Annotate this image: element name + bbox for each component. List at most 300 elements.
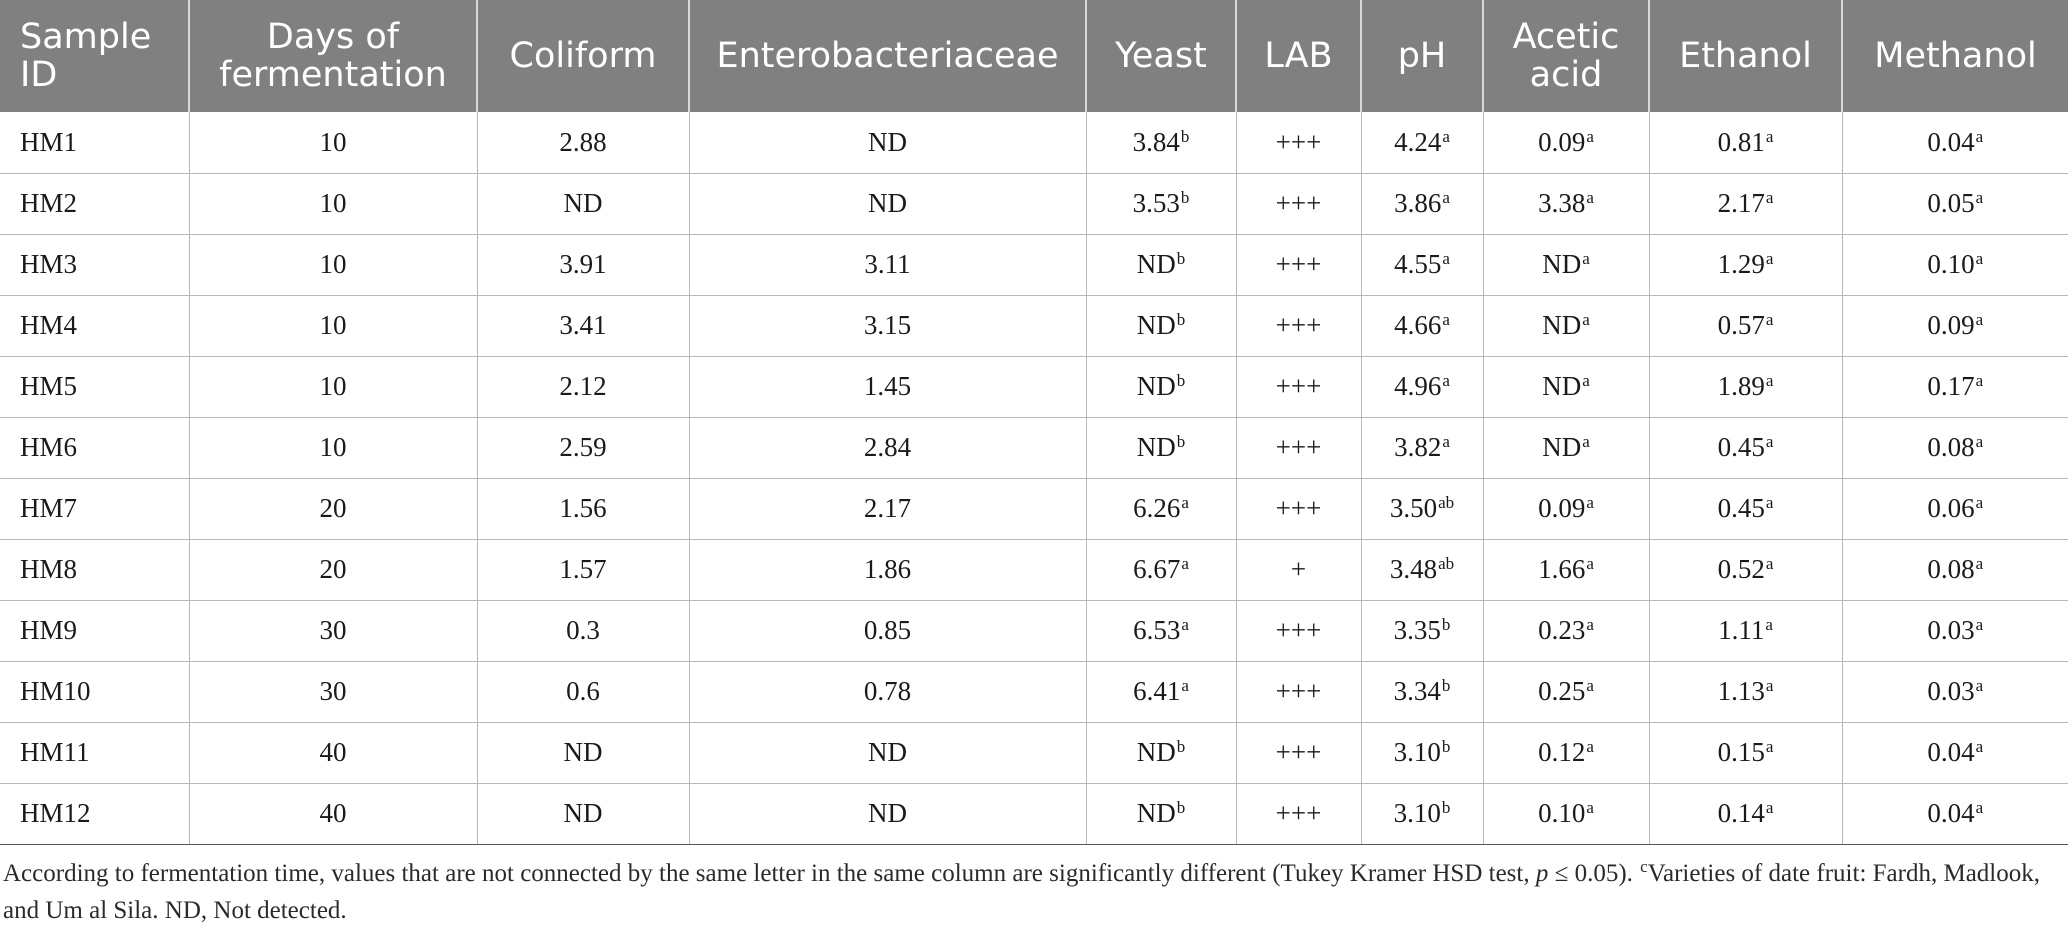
significance-letter: a	[1765, 126, 1774, 146]
cell-value: HM6	[20, 432, 78, 462]
table-cell	[1236, 112, 1361, 173]
cell-value: +++	[1275, 737, 1322, 767]
cell-value: 0.81	[1717, 126, 1765, 157]
cell-value: 3.84	[1132, 126, 1180, 157]
significance-letter: b	[1180, 126, 1190, 146]
significance-letter: a	[1765, 615, 1773, 634]
column-header: Coliform	[477, 0, 689, 112]
table-cell	[1483, 234, 1649, 295]
significance-letter: a	[1582, 432, 1590, 451]
table-cell	[477, 417, 689, 478]
table-cell	[0, 661, 189, 722]
table-cell	[689, 478, 1086, 539]
table-cell	[189, 722, 477, 783]
table-cell	[1361, 356, 1483, 417]
cell-value: +++	[1275, 188, 1322, 218]
table-cell	[1483, 356, 1649, 417]
cell-value: ND	[1542, 371, 1582, 401]
table-cell	[1086, 600, 1236, 661]
cell-value: HM10	[20, 676, 91, 706]
table-cell	[1236, 356, 1361, 417]
significance-letter: a	[1975, 676, 1984, 695]
cell-value: 0.04	[1927, 126, 1975, 157]
cell-value: HM2	[20, 188, 78, 218]
cell-value: HM7	[20, 493, 78, 523]
cell-value: 4.66	[1394, 310, 1442, 340]
table-row	[0, 600, 2068, 661]
table-cell	[0, 478, 189, 539]
cell-value: 3.50	[1389, 493, 1438, 523]
significance-letter: a	[1586, 188, 1594, 207]
table-cell	[1842, 600, 2068, 661]
cell-value: 0.08	[1927, 432, 1975, 462]
cell-value: 2.12	[559, 371, 607, 401]
table-cell	[0, 112, 189, 173]
cell-value: 1.86	[863, 554, 912, 584]
table-cell	[1236, 661, 1361, 722]
cell-value: 1.89	[1717, 371, 1765, 401]
footnote-text: According to fermentation time, values that are not connected by the same letter in the same column are significantly different (Tukey Kramer HSD test,	[3, 860, 1536, 887]
cell-value: 0.03	[1927, 676, 1975, 706]
table-cell	[1236, 722, 1361, 783]
cell-value: 10	[319, 432, 347, 462]
cell-value: 40	[319, 737, 347, 767]
table-cell	[689, 783, 1086, 844]
column-header: LAB	[1236, 0, 1361, 112]
significance-letter: a	[1586, 493, 1594, 512]
table-cell	[1236, 417, 1361, 478]
table-cell	[1361, 234, 1483, 295]
cell-value: 1.56	[559, 493, 607, 523]
table-cell	[1086, 417, 1236, 478]
table-cell	[1361, 539, 1483, 600]
significance-letter: b	[1441, 798, 1451, 817]
table-cell	[0, 356, 189, 417]
significance-letter: b	[1441, 615, 1451, 634]
cell-value: 3.34	[1393, 676, 1441, 706]
significance-letter: a	[1586, 676, 1594, 695]
cell-value: ND	[868, 126, 907, 157]
table-cell	[1086, 173, 1236, 234]
table-cell	[1649, 722, 1842, 783]
significance-letter: a	[1975, 249, 1984, 268]
significance-letter: a	[1765, 188, 1774, 207]
cell-value: ND	[1136, 371, 1176, 401]
cell-value: 0.45	[1717, 432, 1765, 462]
footnote-p-symbol: p	[1535, 860, 1549, 887]
significance-letter: b	[1441, 676, 1451, 695]
table-cell	[477, 722, 689, 783]
table-cell	[0, 783, 189, 844]
table-cell	[477, 783, 689, 844]
table-cell	[1361, 478, 1483, 539]
table-row	[0, 478, 2068, 539]
table-cell	[1236, 173, 1361, 234]
table-cell	[1842, 295, 2068, 356]
table-row	[0, 539, 2068, 600]
cell-value: 4.96	[1394, 371, 1442, 401]
cell-value: 0.10	[1927, 249, 1975, 279]
table-cell	[189, 173, 477, 234]
significance-letter: b	[1176, 310, 1186, 329]
cell-value: 3.10	[1393, 737, 1441, 767]
table-cell	[1483, 600, 1649, 661]
table-cell	[189, 600, 477, 661]
table-cell	[189, 112, 477, 173]
significance-letter: a	[1586, 126, 1594, 146]
cell-value: 0.09	[1538, 493, 1586, 523]
cell-value: 1.66	[1538, 554, 1586, 584]
table-cell	[689, 234, 1086, 295]
table-row	[0, 234, 2068, 295]
table-row	[0, 173, 2068, 234]
table-cell	[1842, 173, 2068, 234]
cell-value: HM8	[20, 554, 78, 584]
cell-value: 0.57	[1717, 310, 1765, 340]
table-cell	[477, 234, 689, 295]
table-cell	[0, 173, 189, 234]
table-cell	[689, 112, 1086, 173]
table-cell	[1483, 478, 1649, 539]
table-cell	[689, 173, 1086, 234]
cell-value: ND	[563, 798, 603, 828]
cell-value: 2.88	[559, 126, 607, 157]
cell-value: 1.57	[559, 554, 607, 584]
significance-letter: b	[1180, 188, 1190, 207]
cell-value: 0.3	[566, 615, 600, 645]
table-cell	[1649, 539, 1842, 600]
cell-value: 0.09	[1927, 310, 1975, 340]
cell-value: 40	[319, 798, 347, 828]
table-cell	[1086, 722, 1236, 783]
significance-letter: a	[1975, 371, 1984, 390]
table-cell	[1361, 173, 1483, 234]
significance-letter: a	[1442, 188, 1450, 207]
cell-value: 3.48	[1389, 554, 1438, 584]
footnote-superscript: c	[1640, 857, 1648, 876]
significance-letter: a	[1765, 676, 1774, 695]
significance-letter: a	[1442, 126, 1450, 146]
cell-value: 0.23	[1538, 615, 1586, 645]
significance-letter: a	[1181, 493, 1189, 512]
significance-letter: a	[1765, 249, 1774, 268]
cell-value: 3.10	[1393, 798, 1441, 828]
cell-value: 3.91	[559, 249, 607, 279]
cell-value: 0.15	[1717, 737, 1765, 767]
significance-letter: a	[1975, 615, 1984, 634]
cell-value: ND	[563, 737, 603, 767]
cell-value: 3.82	[1394, 432, 1442, 462]
significance-letter: a	[1586, 615, 1594, 634]
significance-letter: a	[1975, 188, 1984, 207]
table-cell	[1842, 722, 2068, 783]
table-cell	[1842, 234, 2068, 295]
header-row	[0, 0, 2068, 112]
column-header: Ethanol	[1649, 0, 1842, 112]
cell-value: 10	[319, 188, 347, 218]
table-row	[0, 356, 2068, 417]
cell-value: 2.59	[559, 432, 607, 462]
cell-value: 10	[319, 249, 347, 279]
table-cell	[1842, 356, 2068, 417]
table-cell	[1649, 112, 1842, 173]
cell-value: 2.17	[863, 493, 912, 523]
table-cell	[689, 356, 1086, 417]
cell-value: +++	[1275, 798, 1322, 828]
significance-letter: a	[1181, 676, 1189, 695]
table-cell	[1842, 417, 2068, 478]
significance-letter: ab	[1438, 493, 1455, 512]
table-cell	[1236, 234, 1361, 295]
table-cell	[477, 539, 689, 600]
cell-value: 0.03	[1927, 615, 1975, 645]
cell-value: 1.11	[1718, 615, 1765, 645]
table-cell	[1842, 661, 2068, 722]
cell-value: +	[1290, 554, 1307, 584]
cell-value: +++	[1275, 249, 1322, 279]
cell-value: HM1	[20, 126, 78, 157]
table-cell	[189, 295, 477, 356]
significance-letter: a	[1975, 554, 1984, 573]
cell-value: +++	[1275, 676, 1322, 706]
table-cell	[477, 295, 689, 356]
table-cell	[1361, 783, 1483, 844]
table-cell	[1086, 234, 1236, 295]
table-footnote	[3, 855, 2063, 929]
table-cell	[1483, 173, 1649, 234]
table-cell	[1086, 539, 1236, 600]
footnote-text: ≤ 0.05).	[1548, 860, 1640, 887]
table-row	[0, 295, 2068, 356]
cell-value: +++	[1275, 126, 1322, 157]
significance-letter: a	[1765, 432, 1774, 451]
significance-letter: a	[1765, 310, 1774, 329]
significance-letter: a	[1582, 310, 1590, 329]
cell-value: 0.45	[1717, 493, 1765, 523]
cell-value: 10	[319, 371, 347, 401]
table-cell	[189, 417, 477, 478]
significance-letter: a	[1975, 737, 1984, 756]
table-cell	[1483, 722, 1649, 783]
significance-letter: a	[1181, 554, 1189, 573]
significance-letter: a	[1442, 371, 1450, 390]
table-cell	[1483, 295, 1649, 356]
table-cell	[189, 539, 477, 600]
cell-value: 1.45	[863, 371, 912, 401]
table-cell	[477, 600, 689, 661]
table-cell	[0, 295, 189, 356]
table-row	[0, 417, 2068, 478]
significance-letter: a	[1765, 493, 1774, 512]
cell-value: 6.26	[1133, 493, 1181, 523]
cell-value: HM9	[20, 615, 78, 645]
cell-value: ND	[1542, 249, 1582, 279]
cell-value: 4.55	[1394, 249, 1442, 279]
table-cell	[1236, 295, 1361, 356]
significance-letter: b	[1176, 371, 1186, 390]
table-cell	[1086, 661, 1236, 722]
cell-value: +++	[1275, 310, 1322, 340]
cell-value: 0.52	[1717, 554, 1765, 584]
cell-value: ND	[1136, 432, 1176, 462]
table-cell	[1483, 661, 1649, 722]
table-cell	[0, 417, 189, 478]
table-row	[0, 661, 2068, 722]
table-cell	[1361, 661, 1483, 722]
cell-value: 3.35	[1393, 615, 1441, 645]
table-row	[0, 783, 2068, 844]
cell-value: 3.38	[1538, 188, 1586, 218]
table-cell	[1086, 356, 1236, 417]
column-header: Yeast	[1086, 0, 1236, 112]
cell-value: ND	[1136, 249, 1176, 279]
significance-letter: a	[1586, 554, 1594, 573]
table-cell	[1483, 783, 1649, 844]
table-cell	[1483, 539, 1649, 600]
cell-value: ND	[868, 798, 907, 828]
cell-value: 1.13	[1717, 676, 1765, 706]
cell-value: 0.17	[1927, 371, 1975, 401]
significance-letter: a	[1765, 737, 1774, 756]
significance-letter: a	[1442, 249, 1450, 268]
cell-value: 0.6	[566, 676, 600, 706]
table-cell	[1236, 478, 1361, 539]
table-body	[0, 112, 2068, 844]
cell-value: 0.04	[1927, 737, 1975, 767]
cell-value: 20	[319, 554, 347, 584]
column-header: Acetic acid	[1483, 0, 1649, 112]
cell-value: +++	[1275, 493, 1322, 523]
significance-letter: a	[1586, 798, 1594, 817]
table-cell	[1236, 539, 1361, 600]
table-cell	[1361, 417, 1483, 478]
significance-letter: b	[1441, 737, 1451, 756]
cell-value: 0.85	[863, 615, 912, 645]
table-cell	[477, 356, 689, 417]
table-cell	[1842, 783, 2068, 844]
table-cell	[477, 112, 689, 173]
cell-value: +++	[1275, 371, 1322, 401]
cell-value: 2.84	[863, 432, 912, 462]
significance-letter: b	[1176, 737, 1186, 756]
table-cell	[689, 539, 1086, 600]
cell-value: HM5	[20, 371, 78, 401]
significance-letter: a	[1181, 615, 1189, 634]
cell-value: 3.86	[1394, 188, 1442, 218]
significance-letter: a	[1765, 554, 1774, 573]
significance-letter: b	[1176, 798, 1186, 817]
significance-letter: a	[1975, 432, 1984, 451]
cell-value: HM4	[20, 310, 78, 340]
cell-value: 0.09	[1538, 126, 1586, 157]
table-cell	[189, 783, 477, 844]
table-cell	[1649, 600, 1842, 661]
cell-value: ND	[1542, 310, 1582, 340]
cell-value: 0.25	[1538, 676, 1586, 706]
significance-letter: a	[1975, 126, 1984, 146]
table-cell	[0, 539, 189, 600]
table-cell	[1649, 234, 1842, 295]
significance-letter: a	[1765, 371, 1774, 390]
table-cell	[1649, 661, 1842, 722]
cell-value: HM12	[20, 798, 91, 828]
cell-value: 6.67	[1133, 554, 1181, 584]
table-cell	[189, 356, 477, 417]
cell-value: 0.12	[1538, 737, 1586, 767]
column-header: Enterobacteriaceae	[689, 0, 1086, 112]
column-header: Sample ID	[0, 0, 189, 112]
table-row	[0, 722, 2068, 783]
cell-value: +++	[1275, 615, 1322, 645]
table-cell	[189, 234, 477, 295]
table-cell	[477, 661, 689, 722]
table-cell	[1483, 417, 1649, 478]
cell-value: ND	[868, 737, 907, 767]
footnote-text: Varieties of date fruit: Fardh, Madlook, and Um al Sila. ND, Not detected.	[3, 860, 2040, 924]
column-header: pH	[1361, 0, 1483, 112]
significance-letter: a	[1442, 432, 1450, 451]
table-cell	[1086, 478, 1236, 539]
column-header: Days of fermentation	[189, 0, 477, 112]
cell-value: 3.15	[863, 310, 912, 340]
table-cell	[689, 722, 1086, 783]
significance-letter: b	[1176, 432, 1186, 451]
table-cell	[1086, 112, 1236, 173]
significance-letter: a	[1975, 798, 1984, 817]
cell-value: +++	[1275, 432, 1322, 462]
cell-value: HM11	[20, 737, 90, 767]
cell-value: HM3	[20, 249, 78, 279]
table-cell	[1236, 783, 1361, 844]
significance-letter: ab	[1438, 554, 1455, 573]
cell-value: 30	[319, 615, 347, 645]
table-cell	[1842, 478, 2068, 539]
table-cell	[1649, 295, 1842, 356]
table-cell	[0, 234, 189, 295]
table-cell	[1842, 112, 2068, 173]
cell-value: ND	[1542, 432, 1582, 462]
cell-value: 20	[319, 493, 347, 523]
cell-value: 0.05	[1927, 188, 1975, 218]
table-cell	[189, 661, 477, 722]
table-cell	[1361, 295, 1483, 356]
cell-value: 6.41	[1133, 676, 1181, 706]
significance-letter: a	[1442, 310, 1450, 329]
cell-value: 0.14	[1717, 798, 1765, 828]
table-cell	[1649, 173, 1842, 234]
significance-letter: a	[1765, 798, 1774, 817]
cell-value: 1.29	[1717, 249, 1765, 279]
table-cell	[1361, 112, 1483, 173]
table-cell	[689, 417, 1086, 478]
cell-value: ND	[1136, 310, 1176, 340]
significance-letter: a	[1582, 371, 1590, 390]
table-cell	[1649, 783, 1842, 844]
table-cell	[477, 173, 689, 234]
cell-value: ND	[868, 188, 907, 218]
cell-value: 0.04	[1927, 798, 1975, 828]
cell-value: 0.08	[1927, 554, 1975, 584]
cell-value: 6.53	[1133, 615, 1181, 645]
cell-value: ND	[1136, 798, 1176, 828]
cell-value: 0.78	[863, 676, 912, 706]
table-cell	[1649, 417, 1842, 478]
table-cell	[689, 600, 1086, 661]
table-cell	[1483, 112, 1649, 173]
significance-letter: a	[1586, 737, 1594, 756]
table-cell	[189, 478, 477, 539]
table-cell	[1236, 600, 1361, 661]
